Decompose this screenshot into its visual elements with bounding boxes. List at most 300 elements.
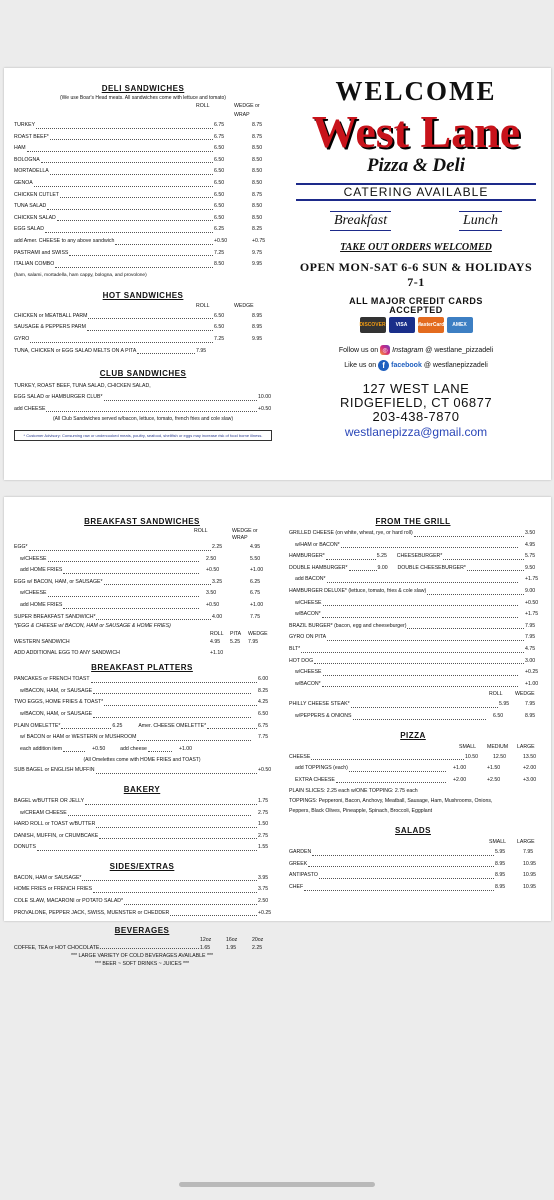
follow-prefix: Follow us on	[338, 346, 379, 354]
leader-dots	[50, 139, 213, 140]
item-price: 3.75	[258, 886, 269, 893]
item-price: 2.75	[258, 809, 269, 816]
pizza-row	[289, 752, 537, 764]
salad-row	[289, 870, 537, 882]
email-address[interactable]: westlanepizza@gmail.com	[344, 425, 488, 439]
double-cheeseburger-price: 9.50	[525, 564, 536, 571]
pizza-slices: PLAIN SLICES: 2.25 each w/ONE TOPPING: 2.75 each	[289, 788, 418, 795]
cheeseburger-price: 5.75	[525, 553, 536, 560]
item-name: CHEESE	[289, 753, 311, 760]
double-hamburger-name: DOUBLE HAMBURGER*	[289, 564, 348, 571]
leader-dots	[322, 617, 518, 618]
hot-col-wedge: WEDGE	[234, 302, 254, 309]
item-price: +2.00	[453, 776, 467, 783]
item-name: DONUTS	[14, 844, 36, 851]
item-name: w/CHEESE	[20, 555, 47, 562]
item-name: BOLOGNA	[14, 156, 40, 163]
breakfast-label: Breakfast	[330, 211, 391, 231]
breakfast-row	[14, 577, 270, 589]
item-price: +0.50	[214, 237, 228, 244]
grill-row	[289, 621, 537, 633]
breakfast-col-roll: ROLL	[194, 528, 208, 534]
item-price: 6.50	[214, 168, 225, 175]
facebook-icon: f	[378, 360, 389, 371]
super-note: *(EGG & CHEESE w/ BACON, HAM or SAUSAGE & HOME FRIES)	[14, 623, 171, 630]
pizza-list	[289, 752, 537, 787]
pizza-header	[289, 742, 537, 752]
item-price: 3.50	[525, 530, 536, 536]
facebook-handle[interactable]: @ westlanepizzadeli	[423, 362, 488, 369]
add-egg-price: +1.10	[210, 650, 224, 657]
item-name: add HOME FRIES	[20, 601, 63, 608]
instagram-handle[interactable]: @ westlane_pizzadeli	[425, 346, 494, 354]
item-price: 5.95	[499, 701, 510, 708]
grill-row	[289, 667, 537, 679]
club-title: CLUB SANDWICHES	[99, 369, 187, 379]
amex-card-icon: AMEX	[447, 317, 473, 333]
item-price: +0.50	[206, 567, 220, 574]
instagram-icon: ◎	[380, 345, 390, 355]
grill-row	[289, 540, 537, 552]
item-price: 8.50	[252, 145, 263, 152]
item-price: 8.75	[252, 122, 263, 128]
item-name: PANCAKES or FRENCH TOAST	[14, 676, 90, 683]
item-name: SUPER BREAKFAST SANDWICH*	[14, 613, 96, 620]
welcome-heading: WELCOME	[335, 76, 497, 106]
item-price: 6.50	[214, 156, 225, 163]
deli-row	[14, 132, 272, 144]
item-price: +1.00	[453, 765, 467, 772]
item-price: +0.25	[258, 909, 272, 916]
catering-text: CATERING AVAILABLE	[343, 185, 489, 199]
item-price: 6.50	[214, 179, 225, 186]
leader-dots	[93, 717, 251, 718]
visa-card-icon: VISA	[389, 317, 415, 333]
item-price: 6.75	[214, 133, 225, 140]
each-addition-price: +0.50	[92, 745, 106, 752]
leader-dots	[50, 174, 213, 175]
leader-dots	[353, 719, 486, 720]
item-name: PASTRAMI and SWISS	[14, 249, 69, 256]
item-name: HAM	[14, 145, 26, 152]
bakery-row	[14, 796, 270, 808]
leader-dots	[104, 705, 257, 706]
grill-row	[289, 656, 537, 668]
item-price: 1.55	[258, 844, 269, 851]
leader-dots	[63, 573, 199, 574]
breakfast-list	[14, 542, 270, 623]
leader-dots	[82, 880, 257, 881]
salad-row	[289, 859, 537, 871]
grill-row	[289, 711, 537, 723]
western-row	[14, 638, 270, 646]
grill-row	[289, 699, 537, 711]
item-price: 12.50	[493, 753, 506, 760]
item-price: +0.25	[525, 669, 539, 676]
item-price: 8.50	[214, 261, 225, 268]
cheeseburger-name: CHEESEBURGER*	[396, 553, 443, 560]
grill-row	[289, 528, 537, 540]
omelette-name: PLAIN OMELETTE*	[14, 722, 61, 729]
item-price: +0.50	[525, 599, 539, 606]
add-cheese-price: +1.00	[178, 745, 193, 752]
leader-dots	[104, 400, 258, 401]
item-name: w/BACON*	[295, 611, 321, 618]
amer-omelette-name: Amer. CHEESE OMELETTE*	[138, 722, 207, 729]
leader-dots	[30, 342, 213, 343]
add-egg-row	[14, 646, 270, 660]
item-name: COLE SLAW, MACARONI or POTATO SALAD*	[14, 898, 124, 905]
item-name: w/PEPPERS & ONIONS	[295, 712, 352, 719]
deli-row	[14, 143, 272, 155]
item-price: 7.95	[525, 701, 536, 708]
salad-row	[289, 847, 537, 859]
salads-col-large: LARGE	[517, 839, 535, 846]
bev-size-12: 12oz	[200, 937, 212, 944]
leader-dots	[99, 838, 257, 839]
leader-dots	[69, 255, 213, 256]
hamburger-name: HAMBURGER*	[289, 553, 325, 560]
grill-col-wedge: WEDGE	[515, 691, 535, 698]
item-price: 8.95	[252, 312, 263, 319]
item-name: PHILLY CHEESE STEAK*	[289, 701, 350, 708]
item-name: TWO EGGS, HOME FRIES & TOAST*	[14, 699, 104, 706]
pizza-size-small: SMALL	[459, 743, 477, 750]
item-name: add HOME FRIES	[20, 567, 63, 574]
leader-dots	[41, 162, 213, 163]
item-price: 5.95	[495, 849, 506, 856]
pizza-size-large: LARGE	[517, 743, 535, 750]
deli-row	[14, 248, 272, 260]
hot-title: HOT SANDWICHES	[102, 290, 184, 300]
amer-omelette-price: 6.75	[258, 722, 269, 729]
leader-dots	[301, 652, 524, 653]
bakery-row	[14, 808, 270, 820]
item-price: +1.50	[487, 765, 501, 772]
sub-bagel-name: SUB BAGEL or ENGLISH MUFFIN	[14, 767, 95, 774]
leader-dots	[60, 197, 213, 198]
item-price: 8.25	[252, 226, 263, 233]
tuna-melt-name: TUNA, CHICKEN or EGG SALAD MELTS ON A PITA	[14, 347, 137, 354]
club-row	[14, 404, 272, 416]
pizza-size-medium: MEDIUM	[487, 743, 509, 750]
item-name: w/BACON, HAM, or SAUSAGE	[20, 687, 93, 694]
leader-dots	[323, 675, 518, 676]
leader-dots	[308, 866, 494, 867]
credit-card-logos	[296, 317, 536, 333]
breakfast-row	[14, 542, 270, 554]
omelette-row	[14, 721, 270, 733]
hot-header	[14, 302, 272, 311]
deli-row	[14, 155, 272, 167]
item-price: 8.75	[252, 133, 263, 140]
double-hamburger-price: 9.00	[377, 564, 388, 571]
instagram-line	[296, 345, 536, 355]
leader-dots	[91, 682, 257, 683]
facebook-word: facebook	[391, 362, 422, 369]
deli-title: DELI SANDWICHES	[101, 84, 185, 93]
western-omelette-price: 7.75	[258, 734, 269, 741]
item-price: 13.50	[523, 753, 536, 760]
item-name: ANTIPASTO	[289, 872, 318, 879]
discover-card-icon: DISCOVER	[360, 317, 386, 333]
item-price: 10.00	[258, 394, 271, 401]
item-price: 10.95	[523, 872, 536, 879]
western-omelette-name: w/ BACON or HAM or WESTERN or MUSHROOM	[20, 734, 137, 741]
customer-advisory: * Customer Advisory: Consuming raw or undercooked meats, poultry, seafood, shellfish or eggs may increase risk of food borne illness.	[14, 430, 272, 441]
item-name: EGG w/ BACON, HAM, or SAUSAGE*	[14, 578, 103, 585]
item-name: add CHEESE	[14, 405, 46, 412]
leader-dots	[341, 547, 518, 548]
double-hamburger-row	[289, 563, 537, 575]
grill-list-3	[289, 699, 537, 722]
item-name: BAGEL w/BUTTER OR JELLY	[14, 797, 85, 804]
leader-dots	[319, 878, 494, 879]
leader-dots	[407, 628, 524, 629]
leader-dots	[46, 411, 257, 412]
breakfast-header	[14, 528, 270, 542]
western-col-wedge: WEDGE	[248, 631, 268, 638]
item-name: GRILLED CHEESE (on white, wheat, rye, or hard roll)	[289, 530, 413, 536]
deli-col-roll: ROLL	[196, 103, 210, 109]
item-name: TURKEY	[14, 122, 36, 128]
leader-dots	[115, 244, 213, 245]
deli-row	[14, 120, 272, 132]
item-price: 6.50	[214, 145, 225, 152]
deli-header	[14, 102, 272, 120]
tuna-melt-row	[14, 346, 272, 358]
leader-dots	[63, 608, 199, 609]
item-price: 4.75	[525, 645, 536, 652]
salad-row	[289, 882, 537, 894]
club-note: (All Club Sandwiches served w/bacon, lettuce, tomato, french fries and cole slaw)	[52, 416, 234, 423]
item-price: 9.95	[252, 335, 263, 342]
deli-row	[14, 236, 272, 248]
instagram-word: Instagram	[392, 346, 424, 354]
breakfast-row	[14, 612, 270, 624]
item-price: 6.00	[258, 676, 269, 683]
platters-list	[14, 674, 270, 720]
grill-list	[289, 528, 537, 551]
item-price: +0.50	[258, 405, 272, 412]
item-name: HOME FRIES or FRENCH FRIES	[14, 886, 93, 893]
bakery-row	[14, 842, 270, 854]
sub-bagel-row	[14, 765, 270, 777]
leader-dots	[427, 594, 524, 595]
deli-row	[14, 213, 272, 225]
leader-dots	[322, 686, 518, 687]
item-price: 8.50	[252, 156, 263, 163]
leader-dots	[323, 605, 518, 606]
beer-soft-drinks-line: *** BEER ~ SOFT DRINKS ~ JUICES ***	[94, 961, 190, 968]
divider-bottom	[296, 199, 536, 201]
bakery-title: BAKERY	[123, 784, 161, 794]
breakfast-row	[14, 554, 270, 566]
add-egg-name: ADD ADDITIONAL EGG TO ANY SANDWICH	[14, 650, 120, 657]
item-name: w/HAM or BACON*	[295, 541, 340, 548]
item-price: +0.50	[206, 601, 220, 608]
item-name: w/CHEESE	[295, 669, 322, 676]
item-price: 9.00	[525, 587, 536, 594]
bev-size-20: 20oz	[252, 937, 264, 944]
item-price: 3.50	[206, 590, 217, 597]
hot-row	[14, 322, 272, 334]
item-price: 10.95	[523, 860, 536, 867]
item-price: 6.50	[258, 710, 269, 717]
leader-dots	[327, 582, 518, 583]
sides-row	[14, 908, 270, 920]
pizza-toppings-2: Peppers, Black Olives, Pineapple, Spinach, Broccoli, Eggplant	[289, 808, 433, 815]
grill-title: FROM THE GRILL	[375, 517, 451, 526]
item-price: 8.25	[258, 687, 269, 694]
combo-note: (ham, salami, mortadella, ham cappy, bologna, and provolone)	[14, 272, 147, 278]
item-price: 1.50	[258, 821, 269, 828]
platter-row	[14, 686, 270, 698]
item-price: 8.50	[252, 179, 263, 186]
item-price: 6.75	[250, 590, 261, 597]
item-price: 6.50	[214, 324, 225, 331]
item-price: 7.95	[525, 634, 536, 641]
item-price: 3.25	[212, 578, 223, 585]
item-price: +1.75	[525, 576, 539, 583]
coffee-name: COFFEE, TEA or HOT CHOCOLATE	[14, 945, 100, 952]
item-price: 9.75	[252, 249, 263, 256]
item-price: +0.75	[252, 237, 266, 244]
item-price: 8.95	[495, 884, 506, 891]
item-name: CHICKEN SALAD	[14, 214, 56, 221]
left-column-page2	[14, 517, 270, 968]
omelette-price: 6.25	[112, 722, 123, 729]
hot-row	[14, 334, 272, 346]
sides-row	[14, 884, 270, 896]
item-name: CHEF	[289, 884, 304, 891]
item-name: ROAST BEEF*	[14, 133, 49, 140]
item-price: 10.95	[523, 884, 536, 891]
deli-row	[14, 224, 272, 236]
leader-dots	[45, 232, 213, 233]
deli-list	[14, 120, 272, 271]
home-indicator[interactable]	[179, 1182, 375, 1187]
omelette-note: (All Omelettes come with HOME FRIES and TOAST)	[83, 757, 201, 764]
salads-header	[289, 837, 537, 847]
item-name: w/BACON, HAM, or SAUSAGE	[20, 710, 93, 717]
item-name: add TOPPINGS (each)	[295, 765, 348, 772]
sides-title: SIDES/EXTRAS	[109, 861, 175, 871]
item-price: 7.95	[523, 849, 534, 856]
item-price: 6.50	[214, 312, 225, 319]
item-name: GREEK	[289, 860, 308, 867]
each-addition-row	[14, 744, 270, 756]
item-name: BACON, HAM or SAUSAGE*	[14, 874, 82, 881]
item-name: PROVALONE, PEPPER JACK, SWISS, MUENSTER or CHEDDER	[14, 909, 170, 916]
credit-cards-line2: ACCEPTED	[389, 305, 443, 315]
breakfast-row	[14, 600, 270, 612]
western-pita-price: 5.25	[230, 639, 241, 646]
leader-dots	[336, 782, 446, 783]
coffee-price-16: 1.95	[226, 945, 237, 952]
hot-row	[14, 311, 272, 323]
item-price: 8.95	[495, 860, 506, 867]
item-price: 10.50	[465, 753, 478, 760]
breakfast-row	[14, 565, 270, 577]
leader-dots	[55, 267, 213, 268]
club-line1: TURKEY, ROAST BEEF, TUNA SALAD, CHICKEN SALAD,	[14, 383, 151, 390]
leader-dots	[327, 640, 524, 641]
salads-list	[289, 847, 537, 893]
western-wedge-price: 7.95	[248, 639, 259, 646]
item-price: 8.50	[252, 203, 263, 210]
leader-dots	[104, 584, 212, 585]
club-row	[14, 392, 272, 404]
grill-row	[289, 598, 537, 610]
pizza-row	[289, 763, 537, 775]
beverages-title: BEVERAGES	[114, 926, 170, 936]
bev-size-16: 16oz	[226, 937, 238, 944]
phone-number[interactable]: 203-438-7870	[372, 409, 460, 424]
deli-col-wedge: WEDGE or WRAP	[234, 103, 260, 118]
mastercard-icon: MasterCard	[418, 317, 444, 333]
western-col-pita: PITA	[230, 631, 242, 638]
item-price: +3.00	[523, 776, 537, 783]
item-price: 8.95	[252, 324, 263, 331]
bakery-list	[14, 796, 270, 854]
beverages-header	[14, 937, 270, 944]
platters-title: BREAKFAST PLATTERS	[91, 663, 193, 673]
leader-dots	[93, 892, 257, 893]
item-name: HOT DOG	[289, 657, 314, 664]
item-name: CHICKEN CUTLET	[14, 191, 59, 198]
item-name: GARDEN	[289, 849, 312, 856]
brand-logo: West Lane	[311, 106, 521, 157]
item-name: add BACON*	[295, 576, 326, 583]
breakfast-title: BREAKFAST SANDWICHES	[84, 517, 200, 526]
leader-dots	[34, 186, 213, 187]
cold-beverages-line: *** LARGE VARIETY OF COLD BEVERAGES AVAILABLE ***	[70, 953, 214, 960]
double-cheeseburger-name: DOUBLE CHEESEBURGER*	[397, 564, 466, 571]
deli-row	[14, 166, 272, 178]
hot-list	[14, 311, 272, 346]
tuna-melt-price: 7.95	[196, 347, 207, 354]
item-price: 4.00	[212, 613, 223, 620]
leader-dots	[85, 804, 257, 805]
platter-row	[14, 674, 270, 686]
leader-dots	[351, 707, 498, 708]
leader-dots	[304, 890, 494, 891]
leader-dots	[314, 663, 524, 664]
leader-dots	[48, 561, 199, 562]
platter-row	[14, 697, 270, 709]
item-price: +1.00	[525, 680, 539, 687]
leader-dots	[349, 771, 446, 772]
item-price: +2.00	[523, 765, 537, 772]
item-price: +1.00	[250, 601, 264, 608]
leader-dots	[96, 827, 257, 828]
item-name: TUNA SALAD	[14, 203, 47, 210]
item-name: DANISH, MUFFIN, or CRUMBCAKE	[14, 832, 99, 839]
item-price: 5.50	[250, 555, 261, 562]
item-name: BRAZIL BURGER* (bacon, egg and cheeseburger)	[289, 622, 407, 629]
item-name: EXTRA CHEESE	[295, 776, 335, 783]
item-price: 6.75	[214, 122, 225, 128]
deli-row	[14, 178, 272, 190]
sides-row	[14, 873, 270, 885]
item-name: GYRO	[14, 335, 30, 342]
coffee-row	[14, 944, 270, 952]
right-column-info	[296, 76, 536, 439]
item-price: 4.95	[250, 544, 261, 550]
item-name: EGG SALAD	[14, 226, 44, 233]
brand-subtitle: Pizza & Deli	[366, 155, 466, 176]
